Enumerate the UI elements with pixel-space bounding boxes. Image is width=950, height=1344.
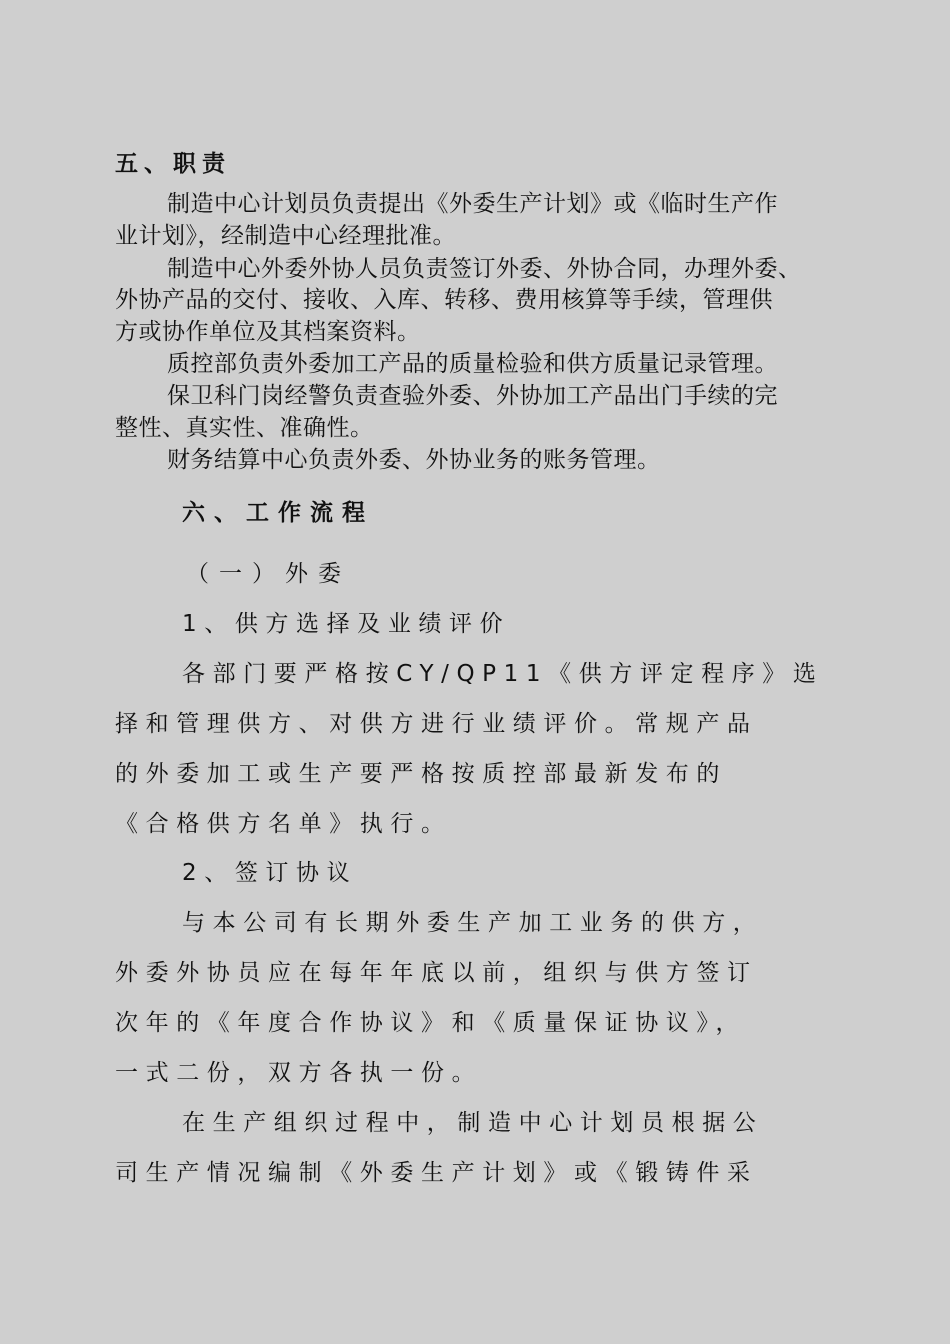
item-1-line-4: 《合格供方名单》执行。 — [115, 811, 452, 837]
item-2-line-3: 次年的《年度合作协议》和《质量保证协议》， — [115, 1010, 747, 1036]
item-2-line-6: 司生产情况编制《外委生产计划》或《锻铸件采 — [115, 1160, 758, 1186]
section-5-line-4: 外协产品的交付、接收、入库、转移、费用核算等手续，管理供 — [115, 287, 773, 313]
section-5-line-6: 质控部负责外委加工产品的质量检验和供方质量记录管理。 — [167, 351, 778, 377]
item-1-line-1: 各部门要严格按CY/QP11《供方评定程序》选 — [182, 661, 824, 687]
section-5-line-1: 制造中心计划员负责提出《外委生产计划》或《临时生产作 — [167, 191, 778, 217]
item-2-title: 2、签订协议 — [182, 860, 358, 886]
section-5-line-9: 财务结算中心负责外委、外协业务的账务管理。 — [167, 447, 661, 473]
section-5-line-7: 保卫科门岗经警负责查验外委、外协加工产品出门手续的完 — [167, 383, 778, 409]
item-2-line-1: 与本公司有长期外委生产加工业务的供方， — [182, 910, 764, 936]
section-5-line-2: 业计划》，经制造中心经理批准。 — [115, 223, 456, 249]
section-6-heading: 六、工作流程 — [182, 500, 374, 526]
section-5-line-5: 方或协作单位及其档案资料。 — [115, 319, 421, 345]
item-2-line-4: 一式二份，双方各执一份。 — [115, 1060, 483, 1086]
item-2-line-5: 在生产组织过程中，制造中心计划员根据公 — [182, 1110, 764, 1136]
section-5-heading: 五、职责 — [115, 151, 231, 177]
subsection-1-title: （一）外委 — [186, 561, 351, 587]
item-1-title: 1、供方选择及业绩评价 — [182, 611, 511, 637]
section-5-line-8: 整性、真实性、准确性。 — [115, 415, 374, 441]
item-2-line-2: 外委外协员应在每年年底以前，组织与供方签订 — [115, 960, 758, 986]
item-1-line-3: 的外委加工或生产要严格按质控部最新发布的 — [115, 761, 727, 787]
item-1-line-2: 择和管理供方、对供方进行业绩评价。常规产品 — [115, 711, 758, 737]
section-5-line-3: 制造中心外委外协人员负责签订外委、外协合同，办理外委、 — [167, 256, 802, 282]
